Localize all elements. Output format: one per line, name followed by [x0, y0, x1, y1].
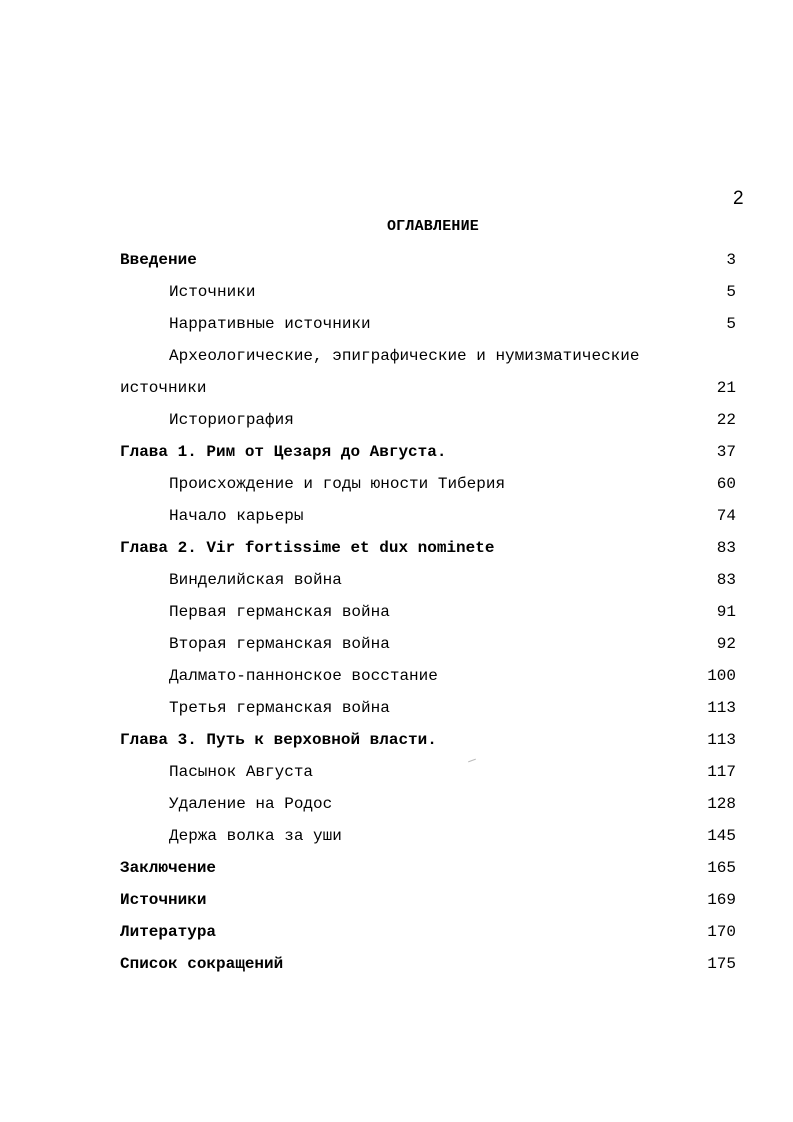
toc-entry-page: 100: [707, 667, 736, 685]
toc-entry-page: 165: [707, 859, 736, 877]
toc-entry-page: 92: [716, 635, 736, 653]
toc-entry-label: Происхождение и годы юности Тиберия: [169, 475, 506, 493]
toc-entry-retirement-to-rhodes[interactable]: [0, 792, 793, 816]
toc-entry-sources-list[interactable]: [0, 888, 793, 912]
page-number: 2: [733, 188, 744, 209]
toc-entry-page: 5: [726, 283, 736, 301]
toc-entry-label: Археологические, эпиграфические и нумизматические: [169, 347, 640, 365]
toc-entry-introduction[interactable]: [0, 248, 793, 272]
toc-entry-page: 83: [716, 539, 736, 557]
toc-entry-narrative-sources[interactable]: [0, 312, 793, 336]
toc-entry-archaeological-sources[interactable]: [0, 344, 793, 368]
toc-entry-page: 175: [707, 955, 736, 973]
toc-entry-vindelician-war[interactable]: [0, 568, 793, 592]
toc-title: ОГЛАВЛЕНИЕ: [386, 218, 479, 235]
toc-entry-label: Заключение: [120, 859, 217, 877]
toc-entry-literature[interactable]: [0, 920, 793, 944]
toc-entry-page: 145: [707, 827, 736, 845]
toc-entry-label: источники: [120, 379, 207, 397]
toc-entry-label: Удаление на Родос: [169, 795, 333, 813]
toc-entry-label: Источники: [169, 283, 256, 301]
toc-entry-chapter-3[interactable]: [0, 728, 793, 752]
toc-entry-page: 74: [716, 507, 736, 525]
toc-entry-abbreviations[interactable]: [0, 952, 793, 976]
toc-entry-origin-youth[interactable]: [0, 472, 793, 496]
toc-entry-dalmatian-pannonian-revolt[interactable]: [0, 664, 793, 688]
toc-entry-page: 21: [716, 379, 736, 397]
toc-entry-label: Начало карьеры: [169, 507, 304, 525]
toc-entry-wolf-by-the-ears[interactable]: [0, 824, 793, 848]
toc-entry-page: 169: [707, 891, 736, 909]
toc-entry-archaeological-sources-cont[interactable]: [0, 376, 793, 400]
toc-entry-label: Глава 3. Путь к верховной власти.: [120, 731, 437, 749]
toc-entry-stepson-of-augustus[interactable]: [0, 760, 793, 784]
toc-entry-label: Список сокращений: [120, 955, 284, 973]
toc-entry-page: 37: [716, 443, 736, 461]
toc-entry-label: Литература: [120, 923, 217, 941]
toc-entry-page: 83: [716, 571, 736, 589]
toc-entry-page: 91: [716, 603, 736, 621]
toc-entry-page: 3: [726, 251, 736, 269]
toc-entry-label: Нарративные источники: [169, 315, 371, 333]
toc-entry-conclusion[interactable]: [0, 856, 793, 880]
toc-entry-page: 170: [707, 923, 736, 941]
toc-entry-label: Глава 2. Vir fortissime et dux nominete: [120, 539, 495, 557]
toc-entry-label: Введение: [120, 251, 197, 269]
toc-entry-page: 60: [716, 475, 736, 493]
toc-entry-label: Пасынок Августа: [169, 763, 314, 781]
toc-entry-label: Держа волка за уши: [169, 827, 342, 845]
toc-entry-career-start[interactable]: [0, 504, 793, 528]
toc-entry-sources[interactable]: [0, 280, 793, 304]
toc-entry-label: Винделийская война: [169, 571, 342, 589]
toc-entry-second-german-war[interactable]: [0, 632, 793, 656]
toc-entry-page: 117: [707, 763, 736, 781]
toc-entry-label: Далмато-паннонское восстание: [169, 667, 438, 685]
toc-entry-page: 5: [726, 315, 736, 333]
toc-entry-label: Третья германская война: [169, 699, 390, 717]
toc-entry-label: Вторая германская война: [169, 635, 390, 653]
toc-entry-page: 22: [716, 411, 736, 429]
toc-entry-chapter-1[interactable]: [0, 440, 793, 464]
toc-entry-label: Глава 1. Рим от Цезаря до Августа.: [120, 443, 447, 461]
toc-entry-page: 113: [707, 699, 736, 717]
toc-entry-label: Источники: [120, 891, 207, 909]
toc-entry-label: Историография: [169, 411, 294, 429]
toc-entry-page: 113: [707, 731, 736, 749]
toc-entry-third-german-war[interactable]: [0, 696, 793, 720]
toc-entry-chapter-2[interactable]: [0, 536, 793, 560]
toc-entry-page: 128: [707, 795, 736, 813]
toc-entry-first-german-war[interactable]: [0, 600, 793, 624]
toc-entry-historiography[interactable]: [0, 408, 793, 432]
toc-entry-label: Первая германская война: [169, 603, 390, 621]
